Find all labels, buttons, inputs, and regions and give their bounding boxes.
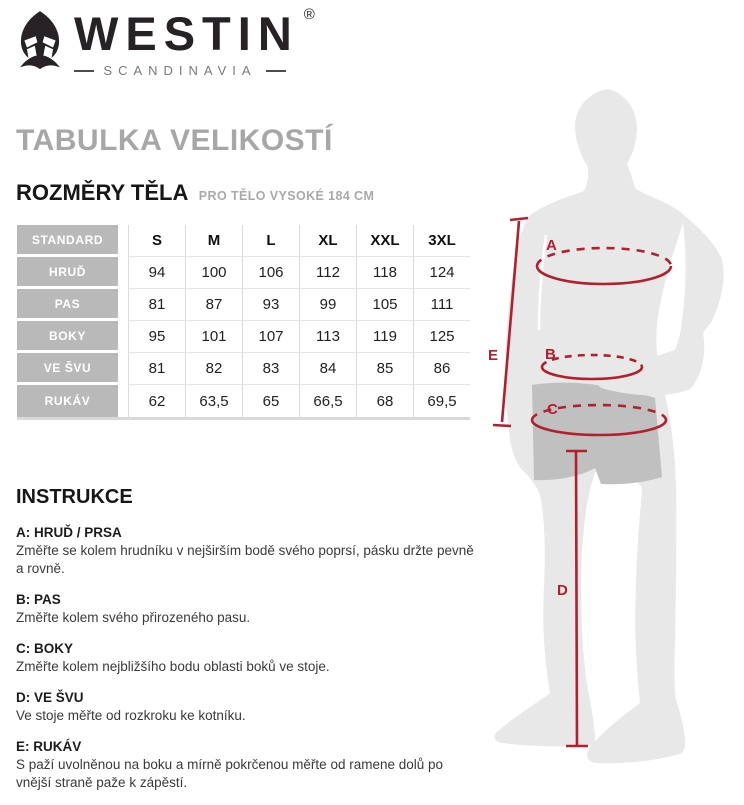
- instruction-text-b: Změřte kolem svého přirozeného pasu.: [16, 610, 251, 625]
- instruction-item-d: [16, 689, 478, 725]
- instructions-section: [16, 486, 478, 805]
- table-header-standard: STANDARD: [17, 225, 128, 257]
- cell-rukav-m: 63,5: [185, 385, 242, 417]
- instruction-label-e: E: RUKÁV: [16, 739, 82, 754]
- registered-mark: ®: [303, 6, 315, 23]
- cell-hrud-s: 94: [128, 257, 185, 289]
- cell-hrud-l: 106: [242, 257, 299, 289]
- table-header-size-s: S: [128, 225, 185, 257]
- page-title: TABULKA VELIKOSTÍ: [16, 124, 333, 157]
- section-subtitle: PRO TĚLO VYSOKÉ 184 CM: [198, 189, 375, 203]
- instructions-title: INSTRUKCE: [16, 486, 133, 508]
- cell-rukav-xl: 66,5: [299, 385, 356, 417]
- instruction-text-e: S paží uvolněnou na boku a mírně pokrčenou měřte od ramene dolů po vnější straně paže k zápěstí.: [16, 757, 444, 790]
- cell-hrud-m: 100: [185, 257, 242, 289]
- westin-logo: [14, 6, 315, 82]
- cell-boky-m: 101: [185, 321, 242, 353]
- cell-rukav-3xl: 69,5: [413, 385, 470, 417]
- cell-hrud-xl: 112: [299, 257, 356, 289]
- label-sleeve-e: E: [488, 347, 499, 364]
- cell-vesvu-s: 81: [128, 353, 185, 385]
- cell-boky-s: 95: [128, 321, 185, 353]
- table-header-size-xxl: XXL: [356, 225, 413, 257]
- cell-vesvu-l: 83: [242, 353, 299, 385]
- label-waist-b: B: [545, 346, 556, 363]
- cell-boky-xl: 113: [299, 321, 356, 353]
- cell-vesvu-xl: 84: [299, 353, 356, 385]
- cell-pas-xl: 99: [299, 289, 356, 321]
- instruction-text-d: Ve stoje měřte od rozkroku ke kotníku.: [16, 708, 246, 723]
- row-label-pas: PAS: [17, 289, 128, 321]
- cell-boky-xxl: 119: [356, 321, 413, 353]
- cell-rukav-xxl: 68: [356, 385, 413, 417]
- measurement-figure: [484, 85, 744, 785]
- cell-hrud-xxl: 118: [356, 257, 413, 289]
- row-label-hrud: HRUĎ: [17, 257, 128, 289]
- section-title: ROZMĚRY TĚLA: [16, 180, 189, 205]
- fish-icon: [14, 6, 66, 82]
- row-label-rukav: RUKÁV: [17, 385, 128, 417]
- cell-hrud-3xl: 124: [413, 257, 470, 289]
- instruction-item-b: [16, 591, 478, 627]
- brand-name: WESTIN: [74, 7, 299, 60]
- instruction-label-c: C: BOKY: [16, 641, 73, 656]
- cell-rukav-l: 65: [242, 385, 299, 417]
- cell-pas-s: 81: [128, 289, 185, 321]
- logo-divider-right: [266, 70, 286, 72]
- table-header-size-l: L: [242, 225, 299, 257]
- table-header-size-3xl: 3XL: [413, 225, 470, 257]
- instruction-text-c: Změřte kolem nejbližšího bodu oblasti boků ve stoje.: [16, 659, 330, 674]
- cell-vesvu-xxl: 85: [356, 353, 413, 385]
- instruction-item-c: [16, 640, 478, 676]
- row-label-boky: BOKY: [17, 321, 128, 353]
- instruction-label-a: A: HRUĎ / PRSA: [16, 525, 122, 540]
- cell-rukav-s: 62: [128, 385, 185, 417]
- instruction-label-b: B: PAS: [16, 592, 61, 607]
- cell-vesvu-3xl: 86: [413, 353, 470, 385]
- section-heading: [16, 180, 374, 206]
- table-header-size-m: M: [185, 225, 242, 257]
- size-table: [17, 225, 470, 420]
- cell-vesvu-m: 82: [185, 353, 242, 385]
- label-hips-c: C: [547, 401, 558, 418]
- label-inseam-d: D: [557, 582, 568, 599]
- logo-divider-left: [74, 70, 94, 72]
- shorts: [532, 383, 662, 485]
- cell-boky-l: 107: [242, 321, 299, 353]
- cell-pas-m: 87: [185, 289, 242, 321]
- cell-pas-l: 93: [242, 289, 299, 321]
- cell-pas-xxl: 105: [356, 289, 413, 321]
- instruction-text-a: Změřte se kolem hrudníku v nejširším bodě svého poprsí, pásku držte pevně a rovně.: [16, 543, 474, 576]
- instruction-item-e: [16, 738, 478, 792]
- table-header-size-xl: XL: [299, 225, 356, 257]
- label-chest-a: A: [546, 237, 557, 254]
- instruction-label-d: D: VE ŠVU: [16, 690, 84, 705]
- cell-pas-3xl: 111: [413, 289, 470, 321]
- body-silhouette-svg: [484, 85, 744, 785]
- cell-boky-3xl: 125: [413, 321, 470, 353]
- brand-subtitle: SCANDINAVIA: [103, 63, 257, 78]
- row-label-vesvu: VE ŠVU: [17, 353, 128, 385]
- instruction-item-a: [16, 524, 478, 578]
